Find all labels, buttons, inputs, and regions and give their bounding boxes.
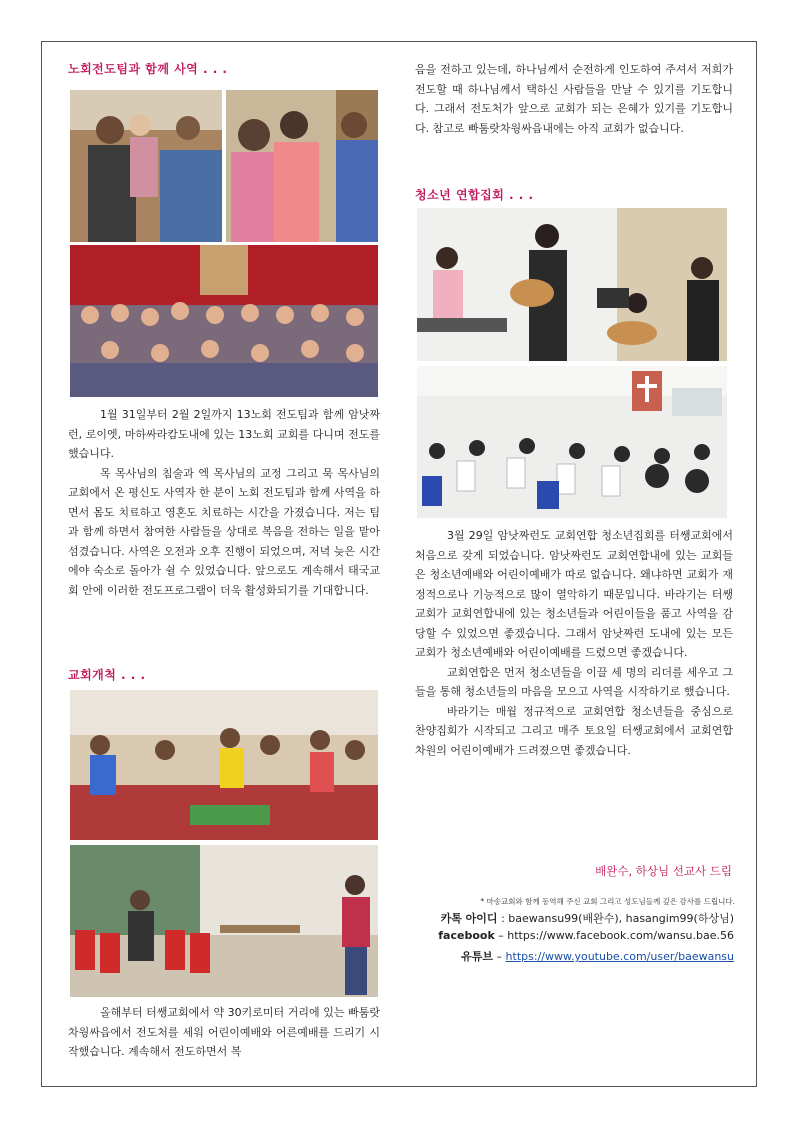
youtube-dash: – <box>496 950 503 963</box>
facebook-contact <box>438 929 734 942</box>
youtube-link[interactable]: https://www.youtube.com/user/baewansu <box>505 950 734 963</box>
kakao-value: : baewansu99(배완수), hasangim99(하상님) <box>501 912 734 925</box>
left-column <box>68 60 380 77</box>
photo-adult-worship <box>70 845 378 997</box>
left-text-block-2 <box>68 1003 380 1062</box>
kakao-contact <box>441 910 734 926</box>
youtube-contact <box>461 948 734 964</box>
photo-youth-congregation <box>417 366 727 518</box>
right-text-block-2 <box>415 526 733 760</box>
kakao-label: 카톡 아이디 <box>440 912 498 925</box>
photo-women-talking <box>226 90 378 242</box>
paragraph-youth-gathering: 3월 29일 암낫짜런도 교회연합 청소년집회를 터쌩교회에서 처음으로 갖게 되었습니다. 암낫짜런도 교회연합내에 있는 교회들은 청소년예배와 어린이예배가 따로 없습니다. 왜냐하면 교회가 재정적으로나 기능적으로 많이 열악하기 때문입니다. 바라기는 터쌩교회가 교회연합내에 있는 청소년들과 어린이들을 품고 사역을 감당할 수 있었으면 좋겠습니다. 그래서 암낫짜런 도내에 있는 모든 교회가 청소년예배와 어린이예배를 드렸으면 좋겠습니다. <box>415 529 733 659</box>
heading-evangelism-team: 노회전도팀과 함께 사역 . . . <box>68 62 228 76</box>
paragraph-church-planting: 올해부터 터쌩교회에서 약 30키로미터 거리에 있는 빠툼랏차웡싸읍에서 전도처를 세워 어린이예배와 어른예배를 드리기 시작했습니다. 계속해서 전도하면서 복 <box>68 1006 380 1058</box>
thanks-note: * 마송교회와 함께 동역해 주신 교회 그리고 성도님들께 깊은 감사를 드립니다. <box>480 897 735 906</box>
photo-elderly-woman <box>70 90 222 242</box>
photo-group-church <box>70 245 378 397</box>
left-text-block-1 <box>68 405 380 600</box>
signature: 배완수, 하상님 선교사 드림 <box>595 864 732 878</box>
heading-youth-gathering: 청소년 연합집회 . . . <box>415 188 534 202</box>
facebook-label: facebook <box>438 929 495 942</box>
photo-youth-band <box>417 208 727 361</box>
right-text-block-1 <box>415 60 733 138</box>
paragraph-planting-continued: 음을 전하고 있는데, 하나님께서 순전하게 인도하여 주셔서 저희가 전도할 때 하나님께서 택하신 사람들을 만날 수 있기를 기도합니다. 그래서 전도처가 앞으로 교회가 되는 은혜가 있기를 기도합니다. 참고로 빠툼랏차웡싸읍내에는 아직 교회가 없습니다. <box>415 63 733 135</box>
paragraph-youth-hope: 바라기는 매월 정규적으로 교회연합 청소년들을 중심으로 찬양집회가 시작되고 그리고 매주 토요일 터쌩교회에서 교회연합 차원의 어린이예배가 드려졌으면 좋겠습니다. <box>415 704 733 757</box>
right-heading-3-wrap <box>415 186 733 203</box>
facebook-value: – https://www.facebook.com/wansu.bae.56 <box>498 929 734 942</box>
paragraph-evangelism-details: 목 목사님의 침술과 엑 목사님의 교정 그리고 묵 목사님의 교회에서 온 평신도 사역자 한 분이 노회 전도팀과 함께 사역을 하면서 몸도 치료하고 영혼도 치료하는 시간을 가졌습니다. 저는 팀과 함께 하면서 참여한 사람들을 상대로 복음을 전하는 일을 맡아 섬겼습니다. 사역은 오전과 오후 진행이 되었으며, 저녁 늦은 시간에야 숙소로 돌아가 쉴 수 있었습니다. 앞으로도 계속해서 태국교회 안에 이러한 전도프로그램이 더욱 활성화되기를 기대합니다. <box>68 466 380 597</box>
paragraph-youth-leaders: 교회연합은 먼저 청소년들을 이끌 세 명의 리더를 세우고 그들을 통해 청소년들의 마음을 모으고 사역을 시작하기로 했습니다. <box>415 665 733 698</box>
paragraph-evangelism-dates: 1월 31일부터 2월 2일까지 13노회 전도팀과 함께 암낫짜런, 로이엣, 마하싸라캄도내에 있는 13노회 교회를 다니며 전도를 했습니다. <box>68 408 380 460</box>
left-heading-2-wrap <box>68 666 380 683</box>
photo-children-class <box>70 690 378 840</box>
youtube-label: 유튜브 <box>461 950 494 963</box>
heading-church-planting: 교회개척 . . . <box>68 668 146 682</box>
